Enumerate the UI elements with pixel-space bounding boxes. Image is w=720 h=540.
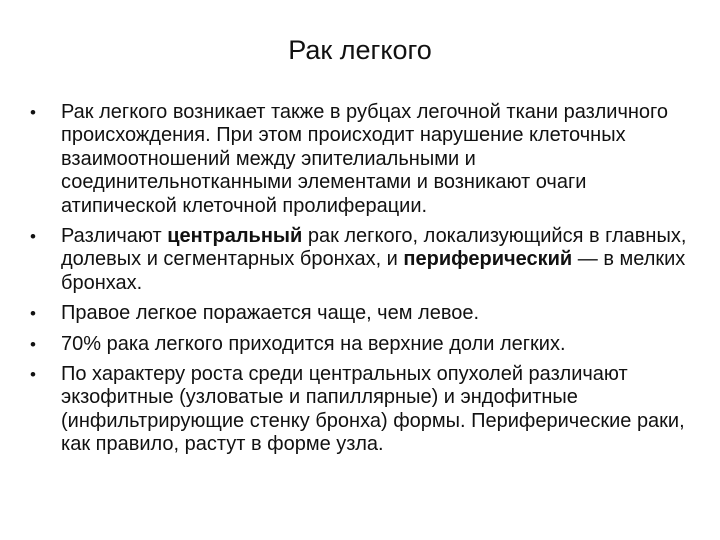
bold-term-central: центральный <box>167 225 303 248</box>
bullet-list <box>30 101 695 464</box>
bullet-marker-icon: • <box>30 103 36 122</box>
bullet-item-right-lung <box>30 302 695 325</box>
bullet-text-part: — в мелких бронхах. <box>61 248 686 294</box>
bullet-marker-icon: • <box>30 304 36 324</box>
bullet-marker-icon: • <box>30 227 36 247</box>
bullet-text-part: рак легкого, локализующийся в главных, долевых и сегментарных бронхах, и <box>61 225 687 271</box>
slide-title: Рак легкого <box>288 35 432 65</box>
bullet-item-growth-forms <box>30 363 695 457</box>
bullet-text: Рак легкого возникает также в рубцах легочной ткани различного происхождения. При этом происходит нарушение клеточных взаимоотношений между эпителиальными и соединительнотканными элементами и возникают очаги атипической клеточной пролиферации. <box>61 101 669 217</box>
bullet-text: Правое легкое поражается чаще, чем левое. <box>61 302 480 325</box>
bullet-text: 70% рака легкого приходится на верхние доли легких. <box>61 332 566 355</box>
bold-term-peripheral: периферический <box>403 248 573 271</box>
bullet-text: По характеру роста среди центральных опухолей различают экзофитные (узловатые и папиллярные) и эндофитные (инфильтрирующие стенку бронха) формы. Периферические раки, как правило, растут в форме узла. <box>61 363 685 456</box>
bullet-item-upper-lobes <box>30 333 695 356</box>
bullet-item-scar-cancer <box>30 101 695 218</box>
bullet-marker-icon: • <box>30 334 36 354</box>
bullet-text-part: Различают <box>61 225 168 248</box>
bullet-marker-icon: • <box>30 365 36 385</box>
bullet-item-central-peripheral <box>30 225 695 295</box>
